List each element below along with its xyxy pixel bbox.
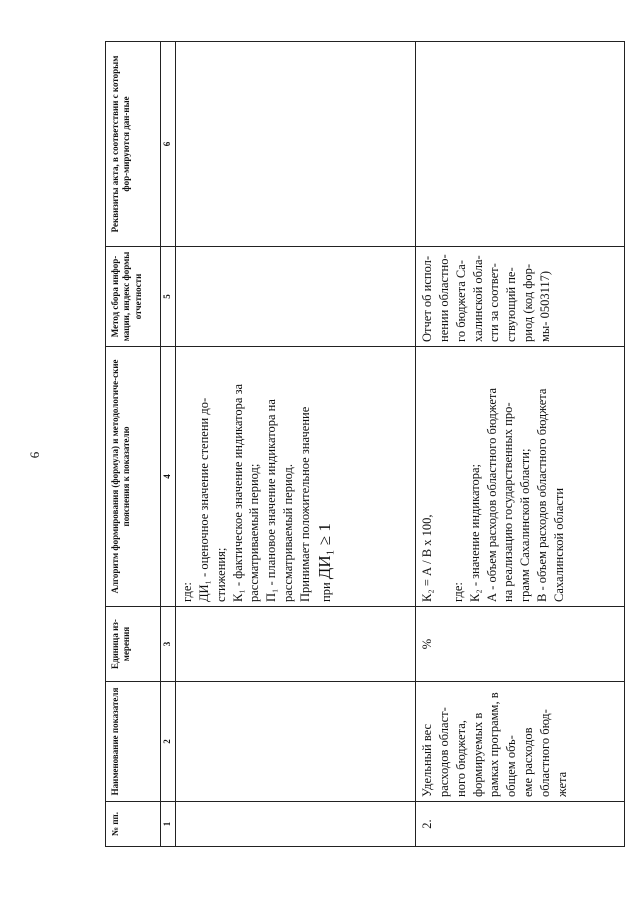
name-line: еме расходов областного бюд- bbox=[521, 709, 553, 797]
row1-number bbox=[175, 802, 415, 847]
algorithm-line: на реализацию государственных про- bbox=[501, 402, 516, 602]
column-number: 6 bbox=[160, 42, 175, 247]
header-algorithm: Алгоритм формирования (формула) и методологиче-ские пояснения к показателю bbox=[106, 347, 161, 607]
row1-unit bbox=[175, 607, 415, 682]
condition-prefix: при bbox=[318, 579, 333, 602]
algorithm-line: Принимает положительное значение bbox=[298, 406, 313, 602]
method-line: сти за соответ- bbox=[487, 263, 502, 342]
method-line: мы- 0503117) bbox=[538, 270, 553, 342]
rotated-table-container bbox=[105, 42, 625, 847]
table-row-1 bbox=[175, 42, 415, 847]
condition-line bbox=[314, 351, 337, 602]
column-number: 1 bbox=[160, 802, 175, 847]
method-line: нении областно- bbox=[436, 254, 451, 342]
method-line: ствующий пе- bbox=[504, 267, 519, 342]
algorithm-line: где: bbox=[179, 582, 194, 602]
header-indicator-name: Наименование показателя bbox=[106, 682, 161, 802]
algorithm-line: где: bbox=[450, 582, 465, 602]
method-line: риод (код фор- bbox=[521, 263, 536, 342]
column-number-row bbox=[160, 42, 175, 847]
algorithm-line: ДИ₁ - оценочное значение степени до- bbox=[196, 397, 211, 602]
algorithm-line: В - объем расходов областного бюджета bbox=[535, 388, 550, 602]
algorithm-line: рассматриваемый период. bbox=[281, 463, 296, 602]
method-line: го бюджета Са- bbox=[453, 260, 468, 342]
algorithm-line: стижения; bbox=[213, 547, 228, 602]
algorithm-line: П₁ - плановое значение индикатора на bbox=[264, 399, 279, 602]
row1-method bbox=[175, 247, 415, 347]
header-number: № пп. bbox=[106, 802, 161, 847]
row1-requisites bbox=[175, 42, 415, 247]
row1-algorithm bbox=[175, 347, 415, 607]
name-line: Удельный вес расходов област- bbox=[419, 707, 451, 797]
row2-requisites bbox=[415, 42, 624, 247]
method-line: халинской обла- bbox=[470, 255, 485, 342]
algorithm-line: рассматриваемый период; bbox=[247, 463, 262, 602]
algorithm-line: Сахалинской области bbox=[552, 487, 567, 602]
row2-name bbox=[415, 682, 624, 802]
row1-name bbox=[175, 682, 415, 802]
column-number: 2 bbox=[160, 682, 175, 802]
page-number: 6 bbox=[27, 451, 42, 459]
formula: К₂ = А / В х 100, bbox=[419, 514, 434, 602]
indicator-table bbox=[105, 41, 625, 847]
row2-unit: % bbox=[415, 607, 624, 682]
row2-algorithm bbox=[415, 347, 624, 607]
name-line: жета bbox=[554, 771, 569, 797]
condition-symbol: ДИ₁ bbox=[314, 549, 334, 580]
row2-number: 2. bbox=[415, 802, 624, 847]
row2-method bbox=[415, 247, 624, 347]
algorithm-line: К₁ - фактическое значение индикатора за bbox=[230, 383, 245, 602]
header-method: Метод сбора инфор-мации, индекс формы отчетности bbox=[106, 247, 161, 347]
name-line: ного бюджета, формируемых в bbox=[453, 712, 485, 797]
method-line: Отчет об испол- bbox=[419, 255, 434, 342]
column-number: 3 bbox=[160, 607, 175, 682]
algorithm-line: грамм Сахалинской области; bbox=[518, 448, 533, 602]
algorithm-line: А - объем расходов областного бюджета bbox=[484, 387, 499, 602]
header-unit: Единица из-мерения bbox=[106, 607, 161, 682]
header-row bbox=[106, 42, 161, 847]
algorithm-line: К₂ - значение индикатора; bbox=[467, 463, 482, 602]
header-requisites: Реквизиты акта, в соответствии с которым фор-мируются дан-ные bbox=[106, 42, 161, 247]
condition-relation: ≥ 1 bbox=[314, 523, 334, 550]
name-line: рамках программ, в общем объ- bbox=[487, 692, 519, 797]
column-number: 4 bbox=[160, 347, 175, 607]
table-row-2 bbox=[415, 42, 624, 847]
column-number: 5 bbox=[160, 247, 175, 347]
